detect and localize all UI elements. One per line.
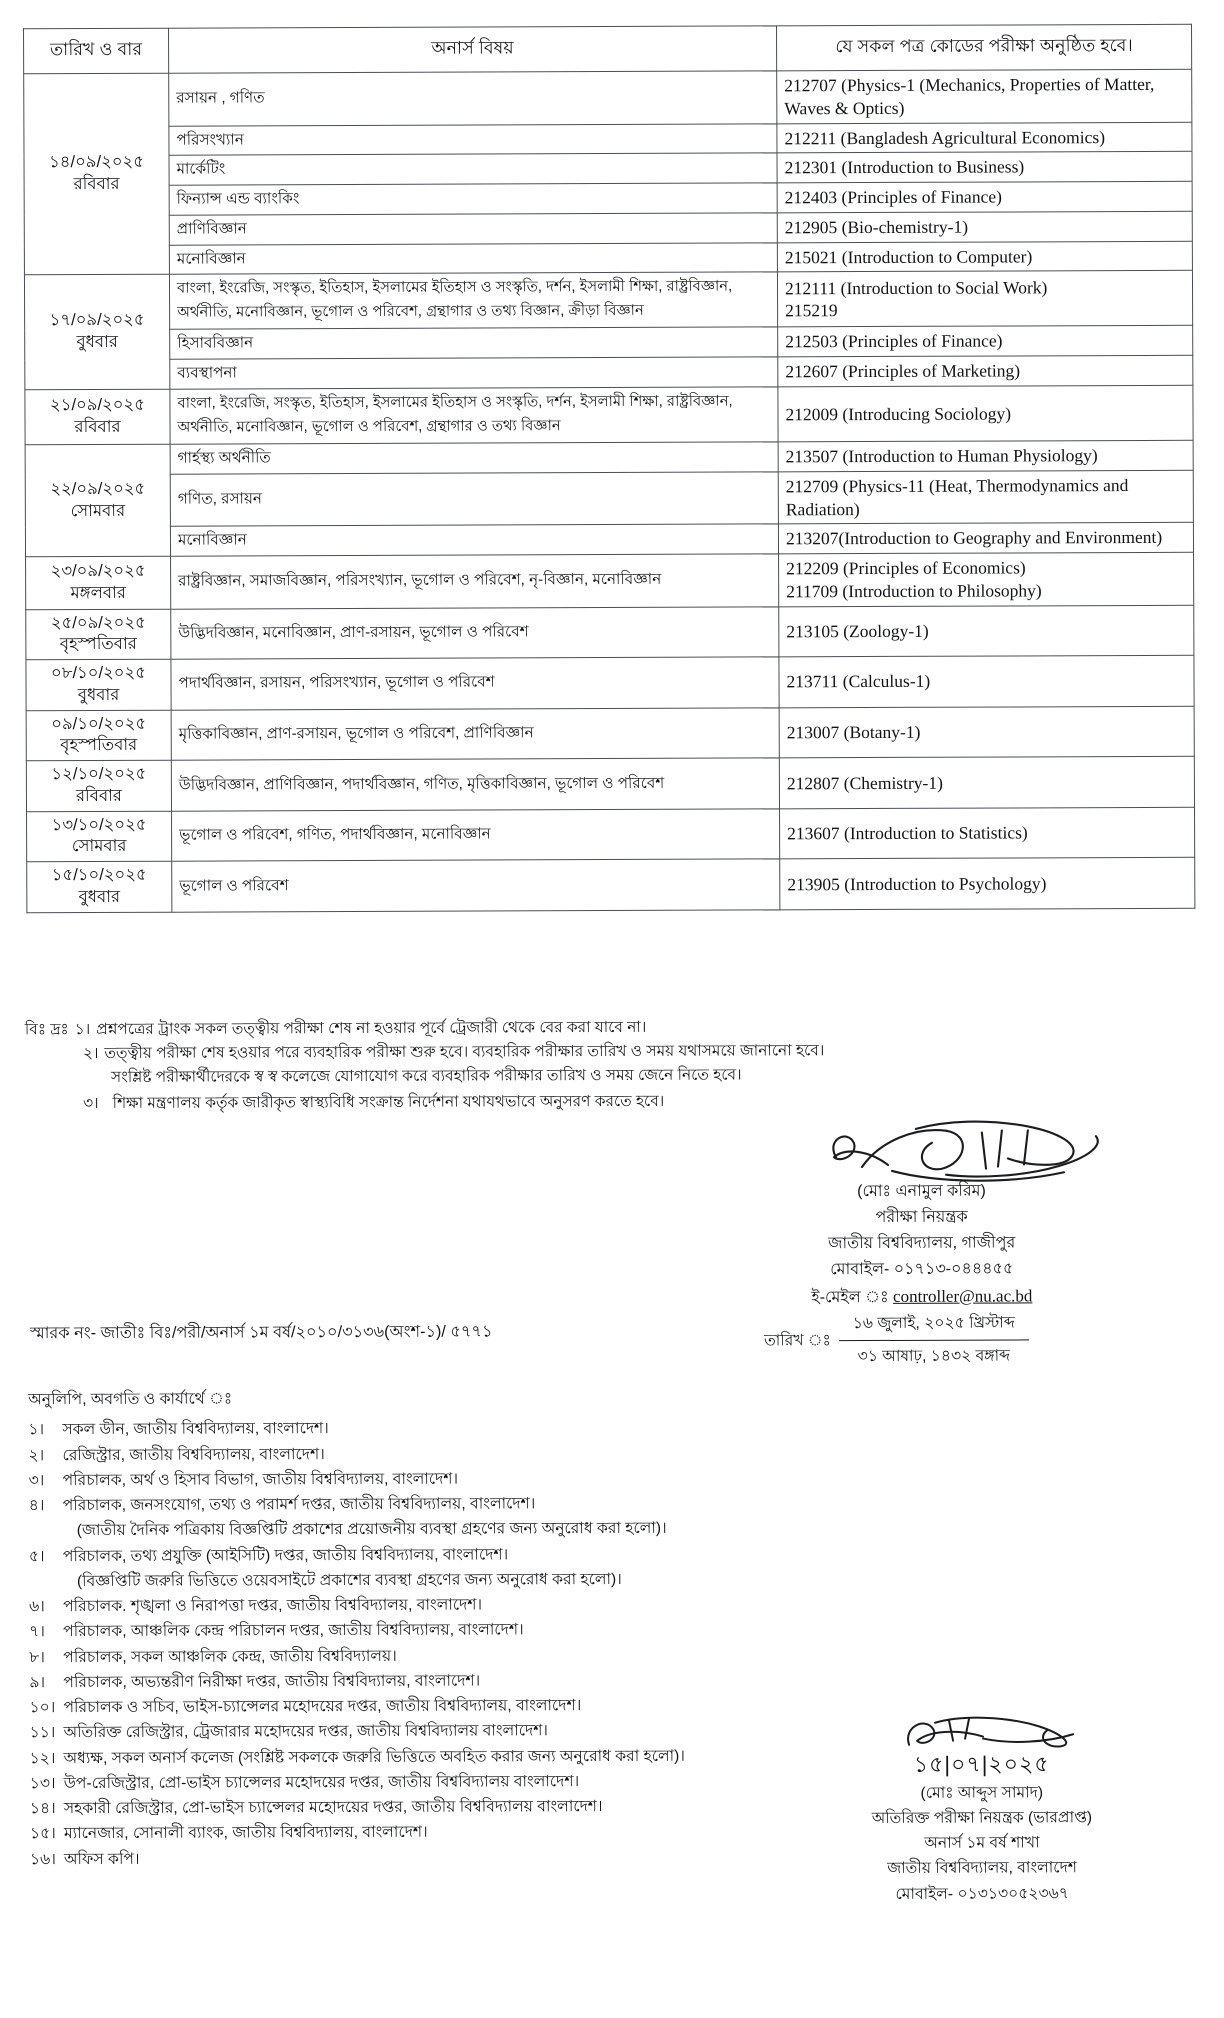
cell-paper-code: 213207(Introduction to Geography and Environment) xyxy=(778,523,1193,554)
table-header-row xyxy=(24,24,1192,73)
list-item-number: ১৪। xyxy=(29,1800,56,1818)
list-item-text: ম্যানেজার, সোনালী ব্যাংক, জাতীয় বিশ্ববিদ্যালয়, বাংলাদেশ। xyxy=(63,1823,428,1843)
cell-exam-date: ১২/১০/২০২৫ রবিবার xyxy=(26,760,171,811)
notes-label: বিঃ দ্রঃ xyxy=(24,1021,69,1039)
list-item-number: ৫। xyxy=(28,1547,45,1565)
list-item xyxy=(29,1490,829,1518)
date-label: তারিখ ঃ xyxy=(764,1331,831,1349)
handwritten-signature-icon xyxy=(661,1116,1181,1180)
table-row xyxy=(25,326,1193,360)
cell-honours-subject: গার্হস্থ্য অর্থনীতি xyxy=(170,442,778,474)
list-item-text: পরিচালক, সকল আঞ্চলিক কেন্দ্র, জাতীয় বিশ্ববিদ্যালয়। xyxy=(63,1647,397,1666)
table-row xyxy=(26,756,1194,811)
cell-exam-date: ১৩/১০/২০২৫ সোমবার xyxy=(27,811,172,862)
cell-paper-code: 212807 (Chemistry-1) xyxy=(779,756,1194,808)
cell-honours-subject: মৃত্তিকাবিজ্ঞান, প্রাণ-রসায়ন, ভূগোল ও পরিবেশ, প্রাণিবিজ্ঞান xyxy=(171,707,779,760)
cell-paper-code: 212709 (Physics-11 (Heat, Thermodynamics and Radiation) xyxy=(778,470,1193,524)
list-item-number: ২। xyxy=(28,1446,45,1464)
note-2-number: ২। xyxy=(82,1044,99,1062)
note-3-number: ৩। xyxy=(83,1094,99,1112)
cell-honours-subject: পরিসংখ্যান xyxy=(169,123,777,155)
controller-institution: জাতীয় বিশ্ববিদ্যালয়, গাজীপুর xyxy=(828,1234,1016,1252)
table-row xyxy=(24,271,1192,330)
controller-name: (মোঃ এনামুল করিম) xyxy=(857,1182,986,1201)
cell-paper-code: 213711 (Calculus-1) xyxy=(779,655,1194,707)
addl-controller-institution: জাতীয় বিশ্ববিদ্যালয়, বাংলাদেশ xyxy=(887,1859,1078,1878)
email-label: ই-মেইল ঃ xyxy=(811,1288,889,1306)
cell-honours-subject: ব্যবস্থাপনা xyxy=(170,357,778,389)
list-item-number: ৩। xyxy=(28,1471,45,1489)
distribution-list-title: অনুলিপি, অবগতি ও কার্যার্থে ঃ xyxy=(28,1390,233,1409)
table-body xyxy=(24,69,1195,912)
table-row xyxy=(26,655,1194,710)
list-item-number: ১০। xyxy=(29,1699,56,1717)
cell-honours-subject: ভূগোল ও পরিবেশ, গণিত, পদার্থবিজ্ঞান, মনোবিজ্ঞান xyxy=(172,809,780,862)
cell-exam-date: ০৮/১০/২০২৫ বুধবার xyxy=(26,659,171,710)
cell-exam-date: ১৭/০৯/২০২৫ বুধবার xyxy=(24,275,169,390)
table-row xyxy=(26,552,1194,609)
list-item-text: পরিচালক, অভ্যন্তরীণ নিরীক্ষা দপ্তর, জাতীয় বিশ্ববিদ্যালয়, বাংলাদেশ। xyxy=(63,1672,481,1691)
controller-email-line xyxy=(662,1281,1182,1311)
note-3-text: শিক্ষা মন্ত্রণালয় কর্তৃক জারীকৃত স্বাস্থ্যবিধি সংক্রান্ত নির্দেশনা যথাযথভাবে অনুসরণ করতে হবে। xyxy=(112,1092,665,1112)
cell-paper-code: 213105 (Zoology-1) xyxy=(779,605,1194,657)
email-address[interactable]: controller@nu.ac.bd xyxy=(893,1286,1033,1306)
addl-controller-designation: অতিরিক্ত পরীক্ষা নিয়ন্ত্রক (ভারপ্রাপ্ত) xyxy=(871,1809,1093,1827)
controller-designation: পরীক্ষা নিয়ন্ত্রক xyxy=(875,1208,968,1226)
list-item-text: পরিচালক. শৃঙ্খলা ও নিরাপত্তা দপ্তর, জাতীয় বিশ্ববিদ্যালয়, বাংলাদেশ। xyxy=(63,1596,483,1616)
cell-paper-code: 212403 (Principles of Finance) xyxy=(777,181,1192,212)
cell-honours-subject: ভূগোল ও পরিবেশ xyxy=(172,859,780,912)
table-row xyxy=(24,241,1192,275)
table-row xyxy=(25,385,1193,444)
list-item xyxy=(29,1541,829,1569)
list-item-text: রেজিস্ট্রার, জাতীয় বিশ্ববিদ্যালয়, বাংলাদেশ। xyxy=(62,1445,325,1464)
list-item-number: ১৩। xyxy=(29,1774,56,1792)
cell-exam-date: ২৩/০৯/২০২৫ মঙ্গলবার xyxy=(26,556,171,609)
notes-section xyxy=(25,1014,1185,1116)
date-gregorian: ১৬ জুলাই, ২০২৫ খ্রিস্টাব্দ xyxy=(852,1314,1015,1333)
cell-honours-subject: পদার্থবিজ্ঞান, রসায়ন, পরিসংখ্যান, ভূগোল ও পরিবেশ xyxy=(171,657,779,710)
cell-honours-subject: বাংলা, ইংরেজি, সংস্কৃত, ইতিহাস, ইসলামের ইতিহাস ও সংস্কৃতি, দর্শন, ইসলামী শিক্ষা, রাষ্ট্রবিজ্ঞান, অর্থনীতি, মনোবিজ্ঞান, ভূগোল ও পরিবেশ, গ্রন্থাগার ও তথ্য বিজ্ঞান xyxy=(170,387,778,444)
cell-paper-code: 213607 (Introduction to Statistics) xyxy=(780,807,1195,859)
addl-controller-name: (মোঃ আব্দুস সামাদ) xyxy=(920,1783,1044,1802)
cell-paper-code: 212009 (Introducing Sociology) xyxy=(778,385,1193,442)
cell-paper-code: 212905 (Bio-chemistry-1) xyxy=(777,211,1192,242)
cell-exam-date: ২১/০৯/২০২৫ রবিবার xyxy=(25,389,170,444)
list-item xyxy=(30,1768,830,1796)
addl-controller-branch: অনার্স ১ম বর্ষ শাখা xyxy=(924,1834,1040,1852)
list-item xyxy=(28,1440,828,1468)
cell-honours-subject: উদ্ভিদবিজ্ঞান, প্রাণিবিজ্ঞান, পদার্থবিজ্ঞান, গণিত, মৃত্তিকাবিজ্ঞান, ভূগোল ও পরিবেশ xyxy=(171,758,779,811)
cell-honours-subject: ফিন্যান্স এন্ড ব্যাংকিং xyxy=(169,183,777,215)
list-item-number: ১। xyxy=(28,1421,45,1439)
list-item-number: ৭। xyxy=(29,1623,45,1641)
header-paper-codes: যে সকল পত্র কোডের পরীক্ষা অনুষ্ঠিত হবে। xyxy=(777,24,1192,71)
note-1-number: ১। xyxy=(74,1021,91,1039)
list-item xyxy=(30,1793,830,1821)
cell-paper-code: 212503 (Principles of Finance) xyxy=(778,326,1193,357)
list-item-text: পরিচালক, জনসংযোগ, তথ্য ও পরামর্শ দপ্তর, জাতীয় বিশ্ববিদ্যালয়, বাংলাদেশ। xyxy=(62,1495,536,1515)
cell-honours-subject: হিসাববিজ্ঞান xyxy=(170,327,778,359)
date-block xyxy=(764,1310,1029,1370)
list-item-number: ১১। xyxy=(29,1724,56,1742)
cell-honours-subject: মনোবিজ্ঞান xyxy=(169,243,777,275)
list-item-number: ৯। xyxy=(29,1673,46,1691)
list-item xyxy=(30,1743,830,1771)
exam-schedule-table-wrapper xyxy=(23,24,1194,913)
header-date-and-day: তারিখ ও বার xyxy=(24,28,169,74)
list-item xyxy=(29,1692,829,1720)
note-item-2-continued xyxy=(111,1062,1185,1090)
list-item-text: পরিচালক ও সচিব, ভাইস-চ্যান্সেলর মহোদয়ের দপ্তর, জাতীয় বিশ্ববিদ্যালয়, বাংলাদেশ। xyxy=(63,1697,582,1717)
cell-paper-code: 212211 (Bangladesh Agricultural Economics) xyxy=(777,122,1192,153)
list-item-subnote: (জাতীয় দৈনিক পত্রিকায় বিজ্ঞপ্তিটি প্রকাশের প্রয়োজনীয় ব্যবস্থা গ্রহণের জন্য অনুরোধ করা হলো)। xyxy=(76,1520,667,1540)
distribution-list xyxy=(28,1414,830,1872)
cell-exam-date: ২২/০৯/২০২৫ সোমবার xyxy=(25,444,170,557)
cell-honours-subject: মার্কেটিং xyxy=(169,153,777,185)
table-row xyxy=(26,706,1194,761)
cell-paper-code: 212707 (Physics-1 (Mechanics, Properties of Matter, Waves & Optics) xyxy=(777,69,1192,123)
table-row xyxy=(24,152,1192,186)
list-item-text: অধ্যক্ষ, সকল অনার্স কলেজ (সংশ্লিষ্ট সকলকে জরুরি ভিত্তিতে অবহিত করার জন্য অনুরোধ করা হলো)। xyxy=(63,1747,685,1767)
note-1-text: প্রশ্নপত্রের ট্রাংক সকল তত্ত্বীয় পরীক্ষা শেষ না হওয়ার পূর্বে ট্রেজারী থেকে বের করা যাবে না। xyxy=(96,1018,647,1038)
list-item-number: ১২। xyxy=(29,1749,56,1767)
list-item xyxy=(29,1667,829,1695)
controller-signature-block xyxy=(661,1116,1182,1312)
table-row xyxy=(27,857,1195,912)
note-2-text: তত্ত্বীয় পরীক্ষা শেষ হওয়ার পরে ব্যবহারিক পরীক্ষা শুরু হবে। ব্যবহারিক পরীক্ষার তারিখ ও সময় যথাসময়ে জানানো হবে। xyxy=(104,1042,825,1062)
list-item xyxy=(30,1717,830,1745)
cell-exam-date: ২৫/০৯/২০২৫ বৃহস্পতিবার xyxy=(26,609,171,660)
table-row xyxy=(26,605,1194,660)
list-item-number: ৬। xyxy=(29,1598,45,1616)
date-bengali: ৩১ আষাঢ়, ১৪৩২ বঙ্গাব্দ xyxy=(839,1339,1029,1370)
cell-honours-subject: বাংলা, ইংরেজি, সংস্কৃত, ইতিহাস, ইসলামের ইতিহাস ও সংস্কৃতি, দর্শন, ইসলামী শিক্ষা, রাষ্ট্রবিজ্ঞান, অর্থনীতি, মনোবিজ্ঞান, ভূগোল ও পরিবেশ, গ্রন্থাগার ও তথ্য বিজ্ঞান, ক্রীড়া বিজ্ঞান xyxy=(169,272,777,329)
list-item xyxy=(29,1642,829,1670)
table-row xyxy=(24,211,1192,245)
list-item xyxy=(29,1616,829,1644)
list-item-text: সহকারী রেজিস্ট্রার, প্রো-ভাইস চ্যান্সেলর মহোদয়ের দপ্তর, জাতীয় বিশ্ববিদ্যালয় বাংলাদেশ। xyxy=(63,1798,603,1818)
date-values xyxy=(839,1310,1029,1370)
list-item xyxy=(30,1818,830,1846)
cell-exam-date: ০৯/১০/২০২৫ বৃহস্পতিবার xyxy=(26,710,171,761)
table-row xyxy=(24,181,1192,215)
cell-paper-code: 213007 (Botany-1) xyxy=(779,706,1194,758)
cell-paper-code: 212301 (Introduction to Business) xyxy=(777,152,1192,183)
additional-controller-signature-block xyxy=(751,1710,1212,1908)
addl-controller-mobile: মোবাইল- ০১৩১৩০৫২৩৬৭ xyxy=(895,1884,1069,1903)
cell-honours-subject: রাষ্ট্রবিজ্ঞান, সমাজবিজ্ঞান, পরিসংখ্যান, ভূগোল ও পরিবেশ, নৃ-বিজ্ঞান, মনোবিজ্ঞান xyxy=(171,554,779,609)
controller-mobile: মোবাইল- ০১৭১৩-০৪৪৪৫৫ xyxy=(830,1260,1014,1278)
note-2-text-continued: সংশ্লিষ্ট পরীক্ষার্থীদেরকে স্ব স্ব কলেজে যোগাযোগ করে ব্যবহারিক পরীক্ষার তারিখ ও সময় জেনে নিতে হবে। xyxy=(111,1066,742,1086)
list-item-subnote: (বিজ্ঞপ্তিটি জরুরি ভিত্তিতে ওয়েবসাইটে প্রকাশের ব্যবস্থা গ্রহণের জন্য অনুরোধ করা হলো)। xyxy=(76,1570,622,1590)
list-item-text: পরিচালক, আঞ্চলিক কেন্দ্র পরিচালন দপ্তর, জাতীয় বিশ্ববিদ্যালয়, বাংলাদেশ। xyxy=(63,1621,524,1641)
table-row xyxy=(27,807,1195,862)
cell-paper-code: 212607 (Principles of Marketing) xyxy=(778,355,1193,386)
table-row xyxy=(25,523,1193,557)
list-item xyxy=(29,1591,829,1619)
header-honours-subject: অনার্স বিষয় xyxy=(169,26,777,73)
cell-honours-subject: রসায়ন , গণিত xyxy=(169,71,777,126)
cell-paper-code: 212209 (Principles of Economics) 211709 (Introduction to Philosophy) xyxy=(779,552,1194,606)
list-item-number: ১৬। xyxy=(30,1850,56,1868)
table-row xyxy=(25,470,1193,527)
cell-paper-code: 215021 (Introduction to Computer) xyxy=(777,241,1192,272)
table-row xyxy=(25,440,1193,474)
list-item-text: পরিচালক, অর্থ ও হিসাব বিভাগ, জাতীয় বিশ্ববিদ্যালয়, বাংলাদেশ। xyxy=(62,1470,459,1489)
exam-schedule-table xyxy=(23,24,1195,913)
table-row xyxy=(24,69,1192,126)
list-item-text: অতিরিক্ত রেজিস্ট্রার, ট্রেজারার মহোদয়ের দপ্তর, জাতীয় বিশ্ববিদ্যালয় বাংলাদেশ। xyxy=(63,1722,549,1742)
cell-honours-subject: প্রাণিবিজ্ঞান xyxy=(169,213,777,245)
handwritten-signature-2-icon xyxy=(751,1710,1211,1748)
cell-paper-code: 213507 (Introduction to Human Physiology) xyxy=(778,440,1193,471)
list-item-text: পরিচালক, তথ্য প্রযুক্তি (আইসিটি) দপ্তর, জাতীয় বিশ্ববিদ্যালয়, বাংলাদেশ। xyxy=(62,1545,509,1565)
distribution-list-section xyxy=(28,1384,830,1872)
cell-paper-code: 212111 (Introduction to Social Work) 215219 xyxy=(777,271,1192,328)
cell-honours-subject: উদ্ভিদবিজ্ঞান, মনোবিজ্ঞান, প্রাণ-রসায়ন, ভূগোল ও পরিবেশ xyxy=(171,606,779,659)
cell-exam-date: ১৫/১০/২০২৫ বুধবার xyxy=(27,861,172,912)
cell-exam-date: ১৪/০৯/২০২৫ রবিবার xyxy=(24,73,170,275)
cell-honours-subject: মনোবিজ্ঞান xyxy=(170,524,778,556)
cell-paper-code: 213905 (Introduction to Psychology) xyxy=(780,857,1195,909)
handwritten-date: ১৫|০৭|২০২৫ xyxy=(913,1751,1050,1777)
note-item-3 xyxy=(83,1087,1185,1115)
list-item xyxy=(28,1414,828,1442)
memo-number: স্মারক নং- জাতীঃ বিঃ/পরী/অনার্স ১ম বর্ষ/২০১০/৩১৩৬(অংশ-১)/ ৫৭৭১ xyxy=(29,1322,493,1343)
list-item-text: সকল ডীন, জাতীয় বিশ্ববিদ্যালয়, বাংলাদেশ। xyxy=(62,1420,329,1439)
list-item xyxy=(29,1465,829,1493)
list-item-number: ৪। xyxy=(28,1497,45,1515)
list-item-text: উপ-রেজিস্ট্রার, প্রো-ভাইস চ্যান্সেলর মহোদয়ের দপ্তর, জাতীয় বিশ্ববিদ্যালয় বাংলাদেশ। xyxy=(63,1772,580,1792)
list-item-number: ৮। xyxy=(29,1648,45,1666)
cell-honours-subject: গণিত, রসায়ন xyxy=(170,472,778,527)
table-row xyxy=(24,122,1192,156)
list-item-number: ১৫। xyxy=(29,1825,56,1843)
table-row xyxy=(25,355,1193,389)
list-item-text: অফিস কপি। xyxy=(64,1850,140,1868)
list-item xyxy=(30,1844,830,1872)
